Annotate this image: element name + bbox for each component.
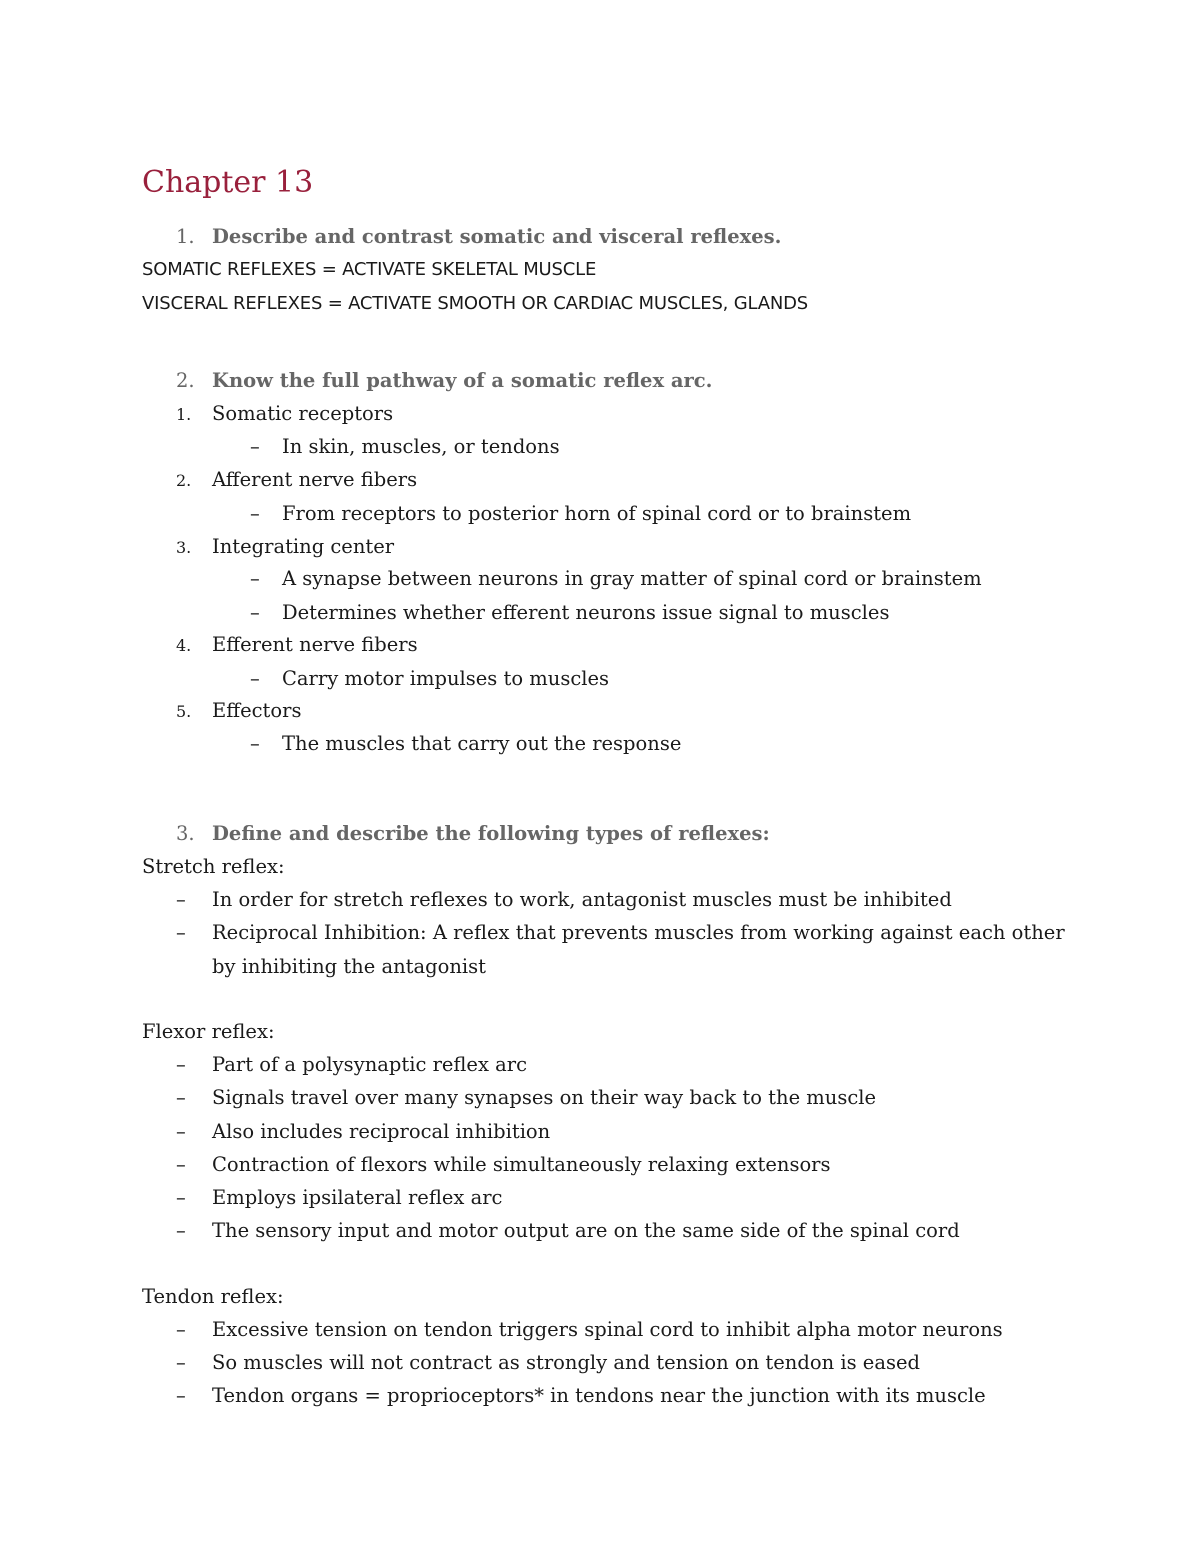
step-label: Somatic receptors [212, 402, 394, 425]
bullet-text: Tendon organs = proprioceptors* in tendons near the junction with its muscle [212, 1384, 986, 1407]
question-2 [176, 368, 712, 394]
dash-bullet: – [176, 888, 186, 911]
step-detail [250, 434, 560, 460]
answer-somatic: SOMATIC REFLEXES = ACTIVATE SKELETAL MUSCLE [142, 259, 597, 280]
dash-bullet: – [176, 1219, 186, 1242]
step-detail [250, 501, 911, 527]
flexor-bullet [176, 1119, 550, 1145]
step-detail-text: A synapse between neurons in gray matter of spinal cord or brainstem [282, 567, 982, 590]
dash-bullet: – [250, 435, 260, 458]
bullet-text: Signals travel over many synapses on their way back to the muscle [212, 1086, 877, 1109]
step-number: 5. [176, 702, 192, 721]
step-number: 4. [176, 636, 192, 655]
dash-bullet: – [176, 1086, 186, 1109]
step-label: Integrating center [212, 535, 395, 558]
dash-bullet: – [250, 667, 260, 690]
step-detail [250, 666, 609, 692]
tendon-bullet [176, 1317, 1003, 1343]
step-detail-text: In skin, muscles, or tendons [282, 435, 560, 458]
question-3 [176, 821, 770, 847]
reflex-step-2 [176, 467, 417, 494]
dash-bullet: – [250, 567, 260, 590]
step-detail [250, 566, 982, 592]
question-1 [176, 224, 781, 250]
question-1-text: Describe and contrast somatic and visceral reflexes. [212, 225, 782, 248]
flexor-bullet [176, 1218, 960, 1244]
tendon-reflex-heading: Tendon reflex: [142, 1285, 284, 1308]
question-2-text: Know the full pathway of a somatic reflex arc. [212, 369, 713, 392]
dash-bullet: – [250, 502, 260, 525]
flexor-bullet [176, 1052, 527, 1078]
reflex-step-4 [176, 632, 418, 659]
bullet-text: Excessive tension on tendon triggers spinal cord to inhibit alpha motor neurons [212, 1318, 1003, 1341]
flexor-bullet [176, 1152, 831, 1178]
bullet-text: Reciprocal Inhibition: A reflex that prevents muscles from working against each other [212, 921, 1065, 944]
question-3-number: 3. [176, 822, 195, 845]
stretch-reflex-heading: Stretch reflex: [142, 855, 285, 878]
flexor-bullet [176, 1085, 876, 1111]
dash-bullet: – [176, 1384, 186, 1407]
bullet-text: Also includes reciprocal inhibition [212, 1120, 551, 1143]
question-3-text: Define and describe the following types of reflexes: [212, 822, 770, 845]
bullet-text: Contraction of flexors while simultaneously relaxing extensors [212, 1153, 831, 1176]
stretch-bullet [176, 887, 952, 913]
tendon-bullet [176, 1350, 920, 1376]
step-number: 2. [176, 471, 192, 490]
dash-bullet: – [250, 601, 260, 624]
chapter-title: Chapter 13 [142, 165, 314, 200]
step-detail-text: From receptors to posterior horn of spinal cord or to brainstem [282, 502, 912, 525]
dash-bullet: – [176, 1351, 186, 1374]
dash-bullet: – [176, 1186, 186, 1209]
bullet-text: In order for stretch reflexes to work, antagonist muscles must be inhibited [212, 888, 952, 911]
step-label: Efferent nerve fibers [212, 633, 418, 656]
bullet-text: Part of a polysynaptic reflex arc [212, 1053, 528, 1076]
reflex-step-1 [176, 401, 393, 428]
dash-bullet: – [250, 732, 260, 755]
step-detail-text: Determines whether efferent neurons issue signal to muscles [282, 601, 890, 624]
bullet-text: So muscles will not contract as strongly and tension on tendon is eased [212, 1351, 920, 1374]
bullet-text: Employs ipsilateral reflex arc [212, 1186, 503, 1209]
reflex-step-3 [176, 534, 394, 561]
step-number: 1. [176, 405, 192, 424]
dash-bullet: – [176, 1318, 186, 1341]
step-detail-text: Carry motor impulses to muscles [282, 667, 610, 690]
step-number: 3. [176, 538, 192, 557]
flexor-bullet [176, 1185, 502, 1211]
reflex-step-5 [176, 698, 301, 725]
bullet-text: The sensory input and motor output are on the same side of the spinal cord [212, 1219, 960, 1242]
dash-bullet: – [176, 1153, 186, 1176]
flexor-reflex-heading: Flexor reflex: [142, 1020, 275, 1043]
dash-bullet: – [176, 1053, 186, 1076]
question-2-number: 2. [176, 369, 195, 392]
step-detail-text: The muscles that carry out the response [282, 732, 682, 755]
stretch-bullet-continuation: by inhibiting the antagonist [212, 955, 486, 978]
step-label: Afferent nerve fibers [212, 468, 418, 491]
answer-visceral: VISCERAL REFLEXES = ACTIVATE SMOOTH OR CARDIAC MUSCLES, GLANDS [142, 293, 808, 314]
step-label: Effectors [212, 699, 302, 722]
tendon-bullet [176, 1383, 986, 1409]
dash-bullet: – [176, 1120, 186, 1143]
step-detail [250, 731, 681, 757]
step-detail [250, 600, 889, 626]
dash-bullet: – [176, 921, 186, 944]
stretch-bullet [176, 920, 1065, 946]
question-1-number: 1. [176, 225, 195, 248]
